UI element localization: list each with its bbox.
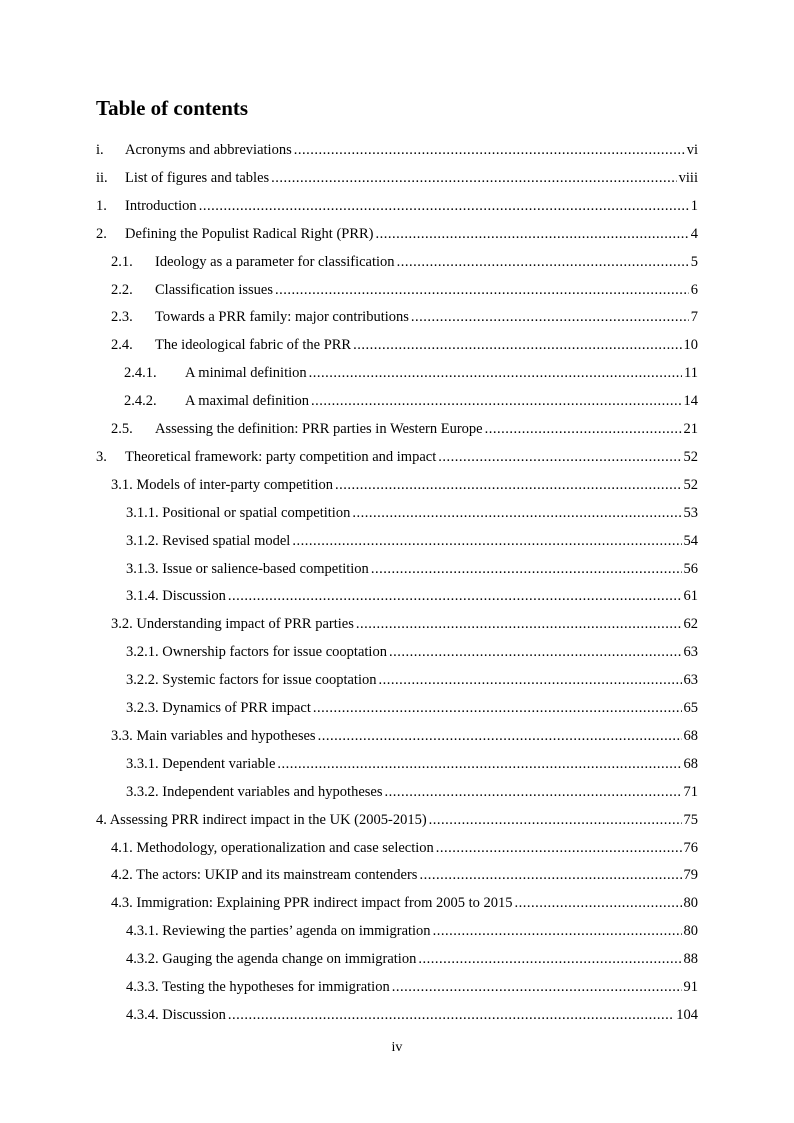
toc-entry-label: Classification issues — [155, 281, 274, 298]
toc-entry-page: 10 — [683, 337, 698, 354]
toc-entry-label: 3.3.1. Dependent variable — [126, 755, 276, 772]
toc-entry[interactable] — [96, 806, 698, 834]
toc-entry[interactable] — [126, 555, 698, 583]
toc-entry-label: The ideological fabric of the PRR — [155, 337, 352, 354]
toc-entry-label: 3.1.3. Issue or salience-based competition — [126, 560, 369, 577]
toc-entry[interactable] — [126, 973, 698, 1001]
toc-entry-label: 4. Assessing PRR indirect impact in the UK (2005-2015) — [96, 811, 427, 828]
toc-entry-label: Defining the Populist Radical Right (PRR) — [125, 225, 374, 242]
toc-entry[interactable] — [126, 750, 698, 778]
toc-entry-number: 2.3. — [111, 309, 133, 326]
toc-entry-page: 56 — [683, 560, 698, 577]
toc-entry-page: 88 — [683, 951, 698, 968]
toc-leader-dots — [313, 694, 682, 722]
toc-entry[interactable] — [111, 610, 698, 638]
toc-leader-dots — [515, 889, 682, 917]
toc-leader-dots — [385, 778, 682, 806]
toc-entry-page: 11 — [684, 365, 698, 382]
toc-entry-label: Towards a PRR family: major contributions — [155, 309, 409, 326]
toc-entry-label: 4.3.4. Discussion — [126, 1006, 226, 1023]
toc-entry-number: ii. — [96, 169, 108, 186]
toc-entry[interactable] — [126, 527, 698, 555]
toc-leader-dots — [199, 192, 689, 220]
toc-entry[interactable] — [96, 192, 698, 220]
toc-leader-dots — [294, 136, 685, 164]
toc-entry[interactable] — [111, 861, 698, 889]
toc-entry[interactable] — [96, 220, 698, 248]
toc-leader-dots — [292, 527, 681, 555]
toc-entry-page: 52 — [683, 476, 698, 493]
toc-entry[interactable] — [111, 889, 698, 917]
toc-entry[interactable] — [111, 276, 698, 304]
toc-entry-label: 3.2. Understanding impact of PRR parties — [111, 616, 354, 633]
toc-entry-page: 14 — [683, 393, 698, 410]
toc-entry-page: 7 — [690, 309, 698, 326]
toc-entry-page: 52 — [683, 448, 698, 465]
toc-leader-dots — [433, 917, 682, 945]
toc-leader-dots — [353, 331, 681, 359]
toc-leader-dots — [356, 610, 682, 638]
toc-entry[interactable] — [111, 303, 698, 331]
toc-entry-label: Acronyms and abbreviations — [125, 142, 292, 158]
toc-leader-dots — [318, 722, 682, 750]
toc-entry-number: 2.4.1. — [124, 365, 157, 382]
toc-entry[interactable] — [96, 164, 698, 192]
toc-entry[interactable] — [96, 136, 698, 164]
toc-entry-page: 65 — [683, 700, 698, 716]
toc-entry-number: 3. — [96, 448, 107, 465]
toc-leader-dots — [429, 806, 682, 834]
toc-entry-page: 80 — [683, 923, 698, 940]
toc-leader-dots — [411, 303, 689, 331]
toc-leader-dots — [436, 834, 682, 862]
toc-entry-label: 3.1. Models of inter-party competition — [111, 476, 333, 493]
toc-entry-number: 1. — [96, 197, 107, 214]
toc-entry-page: 76 — [683, 839, 698, 856]
toc-leader-dots — [397, 248, 689, 276]
toc-entry[interactable] — [126, 945, 698, 973]
toc-entry-page: 53 — [683, 504, 698, 521]
toc-entry-page: 80 — [683, 895, 698, 912]
toc-leader-dots — [275, 276, 689, 304]
toc-entry-page: 4 — [690, 225, 698, 242]
toc-entry-page: 62 — [683, 616, 698, 633]
toc-entry-label: 3.2.1. Ownership factors for issue cooptation — [126, 644, 387, 661]
toc-entry-page: 63 — [683, 644, 698, 661]
toc-entry-page: 68 — [683, 755, 698, 772]
toc-entry-label: List of figures and tables — [125, 169, 270, 186]
toc-entry-label: 4.3.1. Reviewing the parties’ agenda on immigration — [126, 923, 431, 940]
toc-entry-page: 54 — [683, 532, 698, 549]
toc-leader-dots — [371, 555, 682, 583]
toc-entry-page: 75 — [683, 811, 698, 828]
toc-entry-label: 3.1.1. Positional or spatial competition — [126, 504, 351, 521]
toc-entry[interactable] — [111, 722, 698, 750]
toc-entry[interactable] — [96, 443, 698, 471]
toc-entry-label: 4.3.3. Testing the hypotheses for immigration — [126, 979, 390, 995]
toc-leader-dots — [335, 471, 682, 499]
toc-entry-label: 3.1.2. Revised spatial model — [126, 532, 291, 549]
toc-entry-label: 4.3.2. Gauging the agenda change on immigration — [126, 951, 417, 968]
toc-leader-dots — [485, 415, 682, 443]
toc-leader-dots — [309, 359, 682, 387]
toc-entry-label: Theoretical framework: party competition and impact — [125, 448, 437, 465]
toc-entry[interactable] — [126, 1001, 698, 1029]
toc-entry[interactable] — [126, 917, 698, 945]
toc-entry[interactable] — [126, 694, 698, 722]
toc-entry[interactable] — [126, 638, 698, 666]
toc-entry-page: 21 — [683, 421, 698, 437]
toc-entry-page: 61 — [683, 588, 698, 605]
toc-entry[interactable] — [126, 582, 698, 610]
toc-entry-page: 91 — [683, 979, 698, 995]
toc-entry-number: 2.4.2. — [124, 393, 157, 410]
toc-entry[interactable] — [124, 387, 698, 415]
toc-entry-page: viii — [678, 169, 698, 186]
toc-entry-number: 2.5. — [111, 421, 133, 437]
toc-entry-page: 63 — [683, 672, 698, 689]
toc-entry-label: 3.1.4. Discussion — [126, 588, 226, 605]
toc-entry[interactable] — [111, 248, 698, 276]
toc-entry-number: 2.2. — [111, 281, 133, 298]
toc-entry[interactable] — [126, 499, 698, 527]
page-title: Table of contents — [96, 96, 249, 120]
toc-entry[interactable] — [111, 834, 698, 862]
toc-entry-page: 5 — [690, 253, 698, 270]
toc-leader-dots — [392, 973, 682, 1001]
toc-entry-label: A maximal definition — [185, 393, 310, 410]
toc-entry-number: 2.4. — [111, 337, 133, 354]
toc-entry[interactable] — [111, 415, 698, 443]
toc-entry-label: Introduction — [125, 197, 197, 214]
toc-entry-page: 68 — [683, 727, 698, 744]
toc-entry-label: 3.3.2. Independent variables and hypotheses — [126, 783, 383, 800]
toc-entry-number: 2. — [96, 225, 107, 242]
toc-leader-dots — [228, 1001, 674, 1029]
toc-entry[interactable] — [124, 359, 698, 387]
toc-leader-dots — [378, 666, 681, 694]
toc-entry-label: 3.2.3. Dynamics of PRR impact — [126, 700, 311, 716]
toc-entry-number: 2.1. — [111, 253, 133, 270]
toc-entry-label: A minimal definition — [185, 365, 307, 382]
toc-entry-number: i. — [96, 142, 104, 158]
toc-entry-label: Assessing the definition: PRR parties in Western Europe — [155, 421, 483, 437]
toc-entry-page: vi — [686, 142, 698, 158]
toc-entry-label: 4.2. The actors: UKIP and its mainstream contenders — [111, 867, 418, 884]
toc-leader-dots — [438, 443, 681, 471]
toc-leader-dots — [311, 387, 681, 415]
toc-leader-dots — [228, 582, 682, 610]
toc-leader-dots — [352, 499, 681, 527]
toc-entry-page: 1 — [690, 197, 698, 214]
page-number: iv — [391, 1040, 403, 1055]
toc-leader-dots — [376, 220, 689, 248]
toc-leader-dots — [277, 750, 681, 778]
toc-leader-dots — [389, 638, 682, 666]
toc-entry-label: Ideology as a parameter for classification — [155, 253, 395, 270]
toc-entry-label: 4.1. Methodology, operationalization and case selection — [111, 839, 434, 856]
toc-entry[interactable] — [111, 331, 698, 359]
toc-entry[interactable] — [126, 666, 698, 694]
toc-entry-page: 71 — [683, 783, 698, 800]
toc-leader-dots — [419, 861, 681, 889]
toc-entry[interactable] — [111, 471, 698, 499]
toc-entry-label: 4.3. Immigration: Explaining PPR indirect impact from 2005 to 2015 — [111, 895, 513, 912]
toc-entry[interactable] — [126, 778, 698, 806]
toc-leader-dots — [271, 164, 676, 192]
toc-entry-page: 79 — [683, 867, 698, 884]
toc-leader-dots — [418, 945, 681, 973]
toc-entry-page: 104 — [676, 1006, 698, 1023]
toc-entry-page: 6 — [690, 281, 698, 298]
toc-entry-label: 3.2.2. Systemic factors for issue cooptation — [126, 672, 377, 689]
toc-entry-label: 3.3. Main variables and hypotheses — [111, 727, 316, 744]
